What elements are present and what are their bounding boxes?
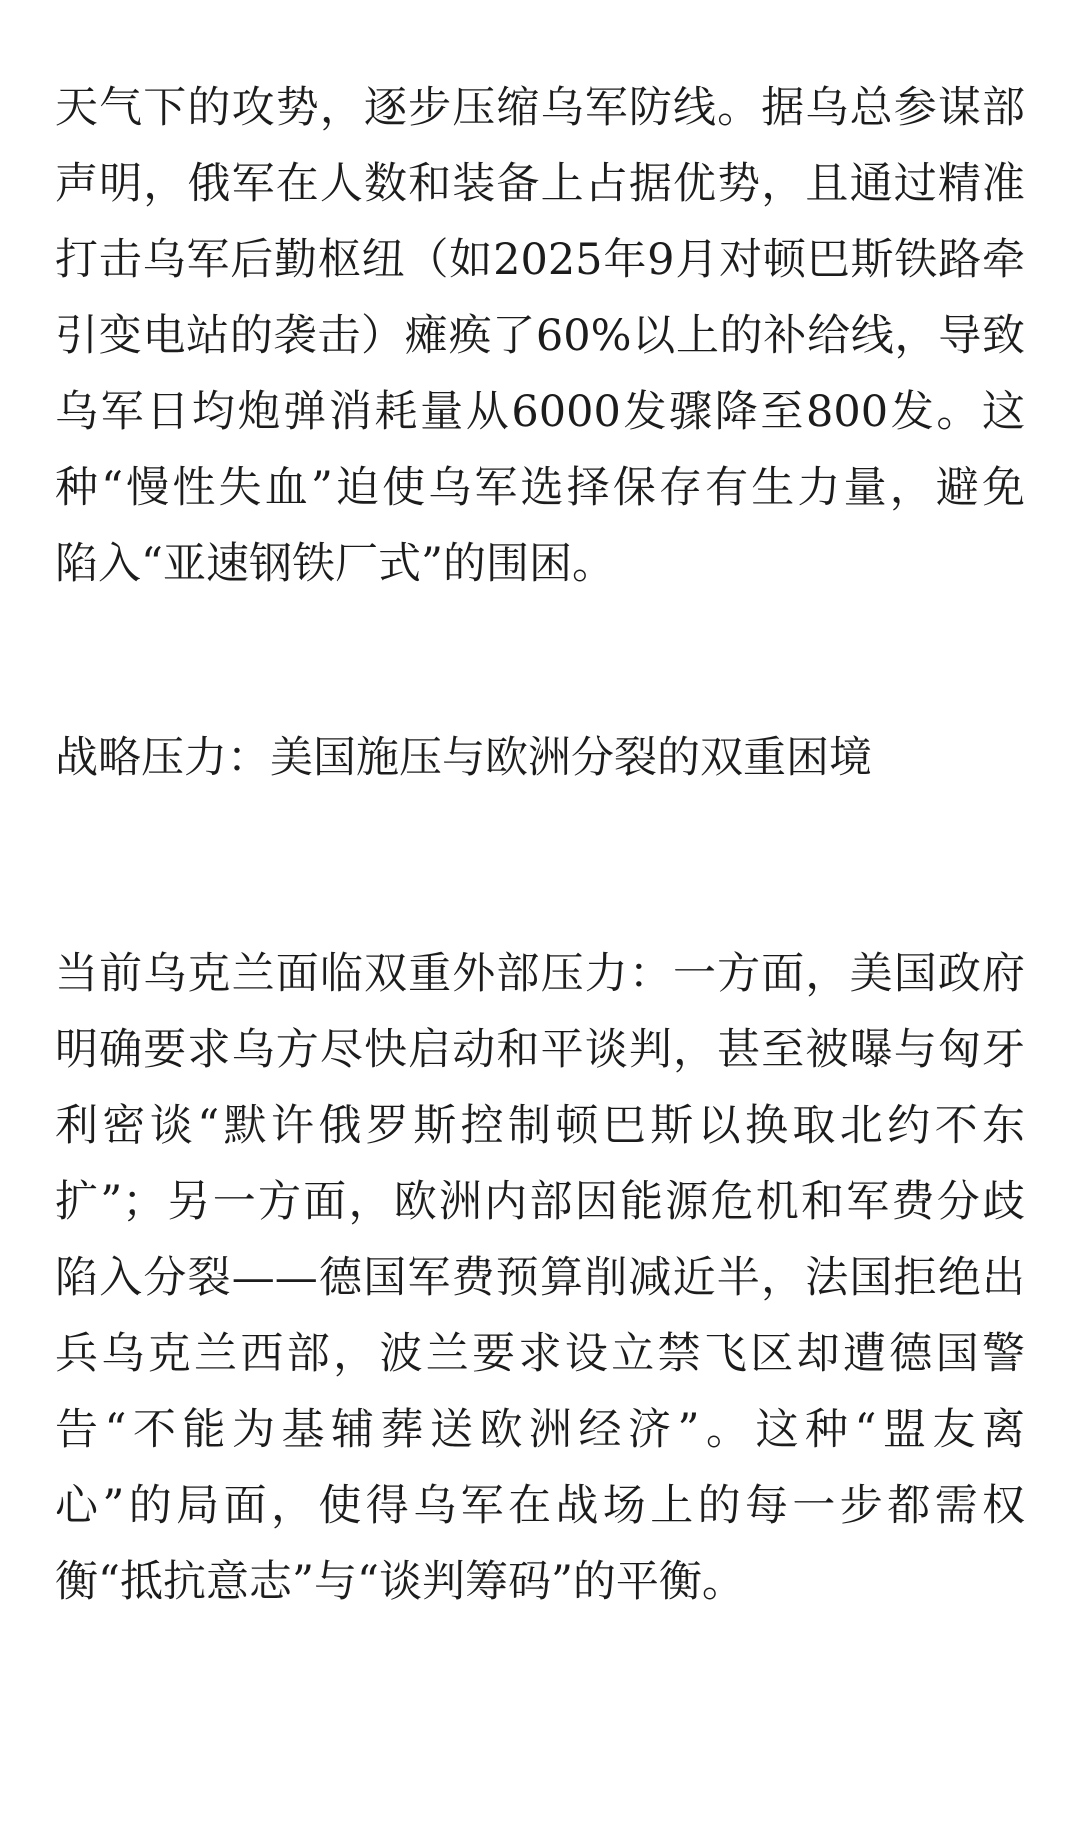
paragraph-strategic-pressure <box>55 936 1025 1620</box>
text-line: 衡“抵抗意志”与“谈判筹码”的平衡。 <box>55 1557 745 1607</box>
text-line: 告“不能为基辅葬送欧洲经济”。这种“盟友离 <box>55 1405 1025 1455</box>
text-line: 打击乌军后勤枢纽（如2025年9月对顿巴斯铁路牵 <box>55 235 1025 285</box>
text-line: 心”的局面，使得乌军在战场上的每一步都需权 <box>55 1481 1025 1531</box>
text-line: 天气下的攻势，逐步压缩乌军防线。据乌总参谋部 <box>55 83 1025 133</box>
text-line: 扩”；另一方面，欧洲内部因能源危机和军费分歧 <box>55 1177 1025 1227</box>
text-line: 乌军日均炮弹消耗量从6000发骤降至800发。这 <box>55 387 1025 437</box>
text-line: 引变电站的袭击）瘫痪了60%以上的补给线，导致 <box>55 311 1025 361</box>
text-line: 种“慢性失血”迫使乌军选择保存有生力量，避免 <box>55 463 1025 513</box>
text-line: 陷入“亚速钢铁厂式”的围困。 <box>55 539 615 589</box>
text-line: 明确要求乌方尽快启动和平谈判，甚至被曝与匈牙 <box>55 1025 1025 1075</box>
text-line: 陷入分裂——德国军费预算削减近半，法国拒绝出 <box>55 1253 1025 1303</box>
text-line: 当前乌克兰面临双重外部压力：一方面，美国政府 <box>55 949 1025 999</box>
text-line: 利密谈“默许俄罗斯控制顿巴斯以换取北约不东 <box>55 1101 1025 1151</box>
text-line: 声明，俄军在人数和装备上占据优势，且通过精准 <box>55 159 1025 209</box>
text-line: 兵乌克兰西部，波兰要求设立禁飞区却遭德国警 <box>55 1329 1025 1379</box>
paragraph-frontline <box>55 70 1025 602</box>
section-heading: 战略压力：美国施压与欧洲分裂的双重困境 <box>55 733 872 783</box>
article-body <box>55 70 1025 1607</box>
